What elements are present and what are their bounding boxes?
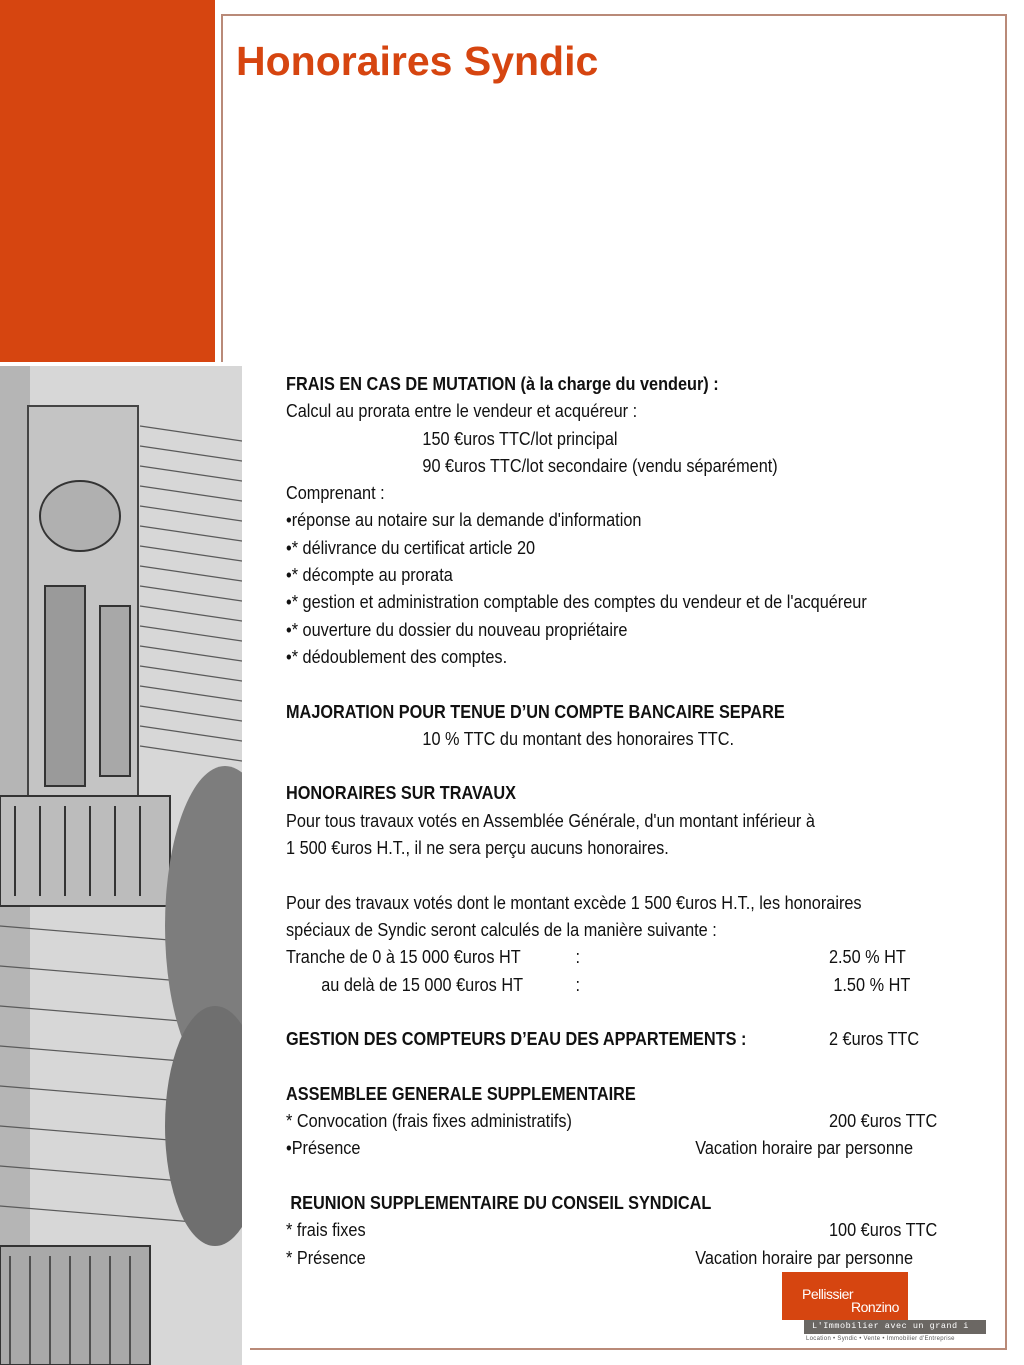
list-item: •réponse au notaire sur la demande d'information	[286, 509, 642, 531]
assemblee-heading: ASSEMBLEE GENERALE SUPPLEMENTAIRE	[286, 1082, 636, 1104]
convocation-label: * Convocation (frais fixes administratifs)	[286, 1110, 572, 1132]
orange-header-block	[0, 0, 215, 362]
tranche-row-1	[286, 943, 906, 970]
company-logo	[782, 1272, 986, 1348]
presence-value: Vacation horaire par personne	[695, 1246, 914, 1268]
frame-left-line	[221, 14, 223, 362]
mutation-price-principal: 150 €uros TTC/lot principal	[422, 427, 618, 449]
conseil-heading: REUNION SUPPLEMENTAIRE DU CONSEIL SYNDICAL	[290, 1191, 712, 1213]
presence-value: Vacation horaire par personne	[695, 1137, 914, 1159]
building-illustration	[0, 366, 242, 1365]
conseil-frais-row	[286, 1216, 938, 1243]
logo-services: Location • Syndic • Vente • Immobilier d'Entreprise	[806, 1336, 955, 1342]
tranche-value: 1.50 % HT	[833, 973, 911, 995]
convocation-value: 200 €uros TTC	[828, 1110, 938, 1132]
presence-label: * Présence	[286, 1246, 366, 1268]
tranche-colon: :	[575, 973, 581, 995]
logo-name-first: Pellissier	[802, 1286, 854, 1302]
compteurs-heading: GESTION DES COMPTEURS D’EAU DES APPARTEMENTS :	[286, 1028, 747, 1050]
frais-value: 100 €uros TTC	[828, 1219, 938, 1241]
compteurs-row	[286, 1025, 920, 1052]
travaux-line: spéciaux de Syndic seront calculés de la manière suivante :	[286, 918, 717, 940]
tranche-label: au delà de 15 000 €uros HT	[321, 973, 524, 995]
tranche-colon: :	[575, 946, 581, 968]
travaux-line: Pour tous travaux votés en Assemblée Générale, d'un montant inférieur à	[286, 809, 815, 831]
majoration-heading: MAJORATION POUR TENUE D’UN COMPTE BANCAIRE SEPARE	[286, 700, 785, 722]
list-item: •* ouverture du dossier du nouveau propriétaire	[286, 618, 628, 640]
includes-label: Comprenant :	[286, 482, 385, 504]
tranche-row-2	[286, 971, 911, 998]
assemblee-presence-row	[286, 1134, 914, 1161]
list-item: •* décompte au prorata	[286, 564, 453, 586]
mutation-heading: FRAIS EN CAS DE MUTATION (à la charge du vendeur) :	[286, 373, 719, 394]
travaux-heading: HONORAIRES SUR TRAVAUX	[286, 782, 517, 804]
frame-right-line	[1005, 14, 1007, 1350]
travaux-line: 1 500 €uros H.T., il ne sera perçu aucuns honoraires.	[286, 837, 669, 859]
majoration-line: 10 % TTC du montant des honoraires TTC.	[422, 727, 734, 749]
frame-bottom-line	[250, 1348, 1007, 1350]
frais-label: * frais fixes	[286, 1219, 366, 1241]
presence-label: •Présence	[286, 1137, 361, 1159]
page-title: Honoraires Syndic	[236, 38, 599, 84]
conseil-presence-row	[286, 1244, 914, 1271]
logo-name-second: Ronzino	[851, 1299, 899, 1315]
mutation-price-secondary: 90 €uros TTC/lot secondaire (vendu séparément)	[422, 454, 778, 476]
mutation-line: Calcul au prorata entre le vendeur et acquéreur :	[286, 400, 638, 422]
list-item: •* dédoublement des comptes.	[286, 645, 508, 667]
tranche-value: 2.50 % HT	[828, 946, 906, 968]
travaux-line: Pour des travaux votés dont le montant excède 1 500 €uros H.T., les honoraires	[286, 891, 862, 913]
compteurs-value: 2 €uros TTC	[828, 1028, 920, 1050]
tranche-label: Tranche de 0 à 15 000 €uros HT	[286, 946, 521, 968]
fee-schedule	[286, 370, 938, 1271]
list-item: •* délivrance du certificat article 20	[286, 536, 536, 558]
logo-tagline: L'Immobilier avec un grand i	[812, 1321, 969, 1331]
list-item: •* gestion et administration comptable des comptes du vendeur et de l'acquéreur	[286, 591, 867, 613]
frame-top-line	[222, 14, 1007, 16]
assemblee-convocation-row	[286, 1107, 938, 1134]
